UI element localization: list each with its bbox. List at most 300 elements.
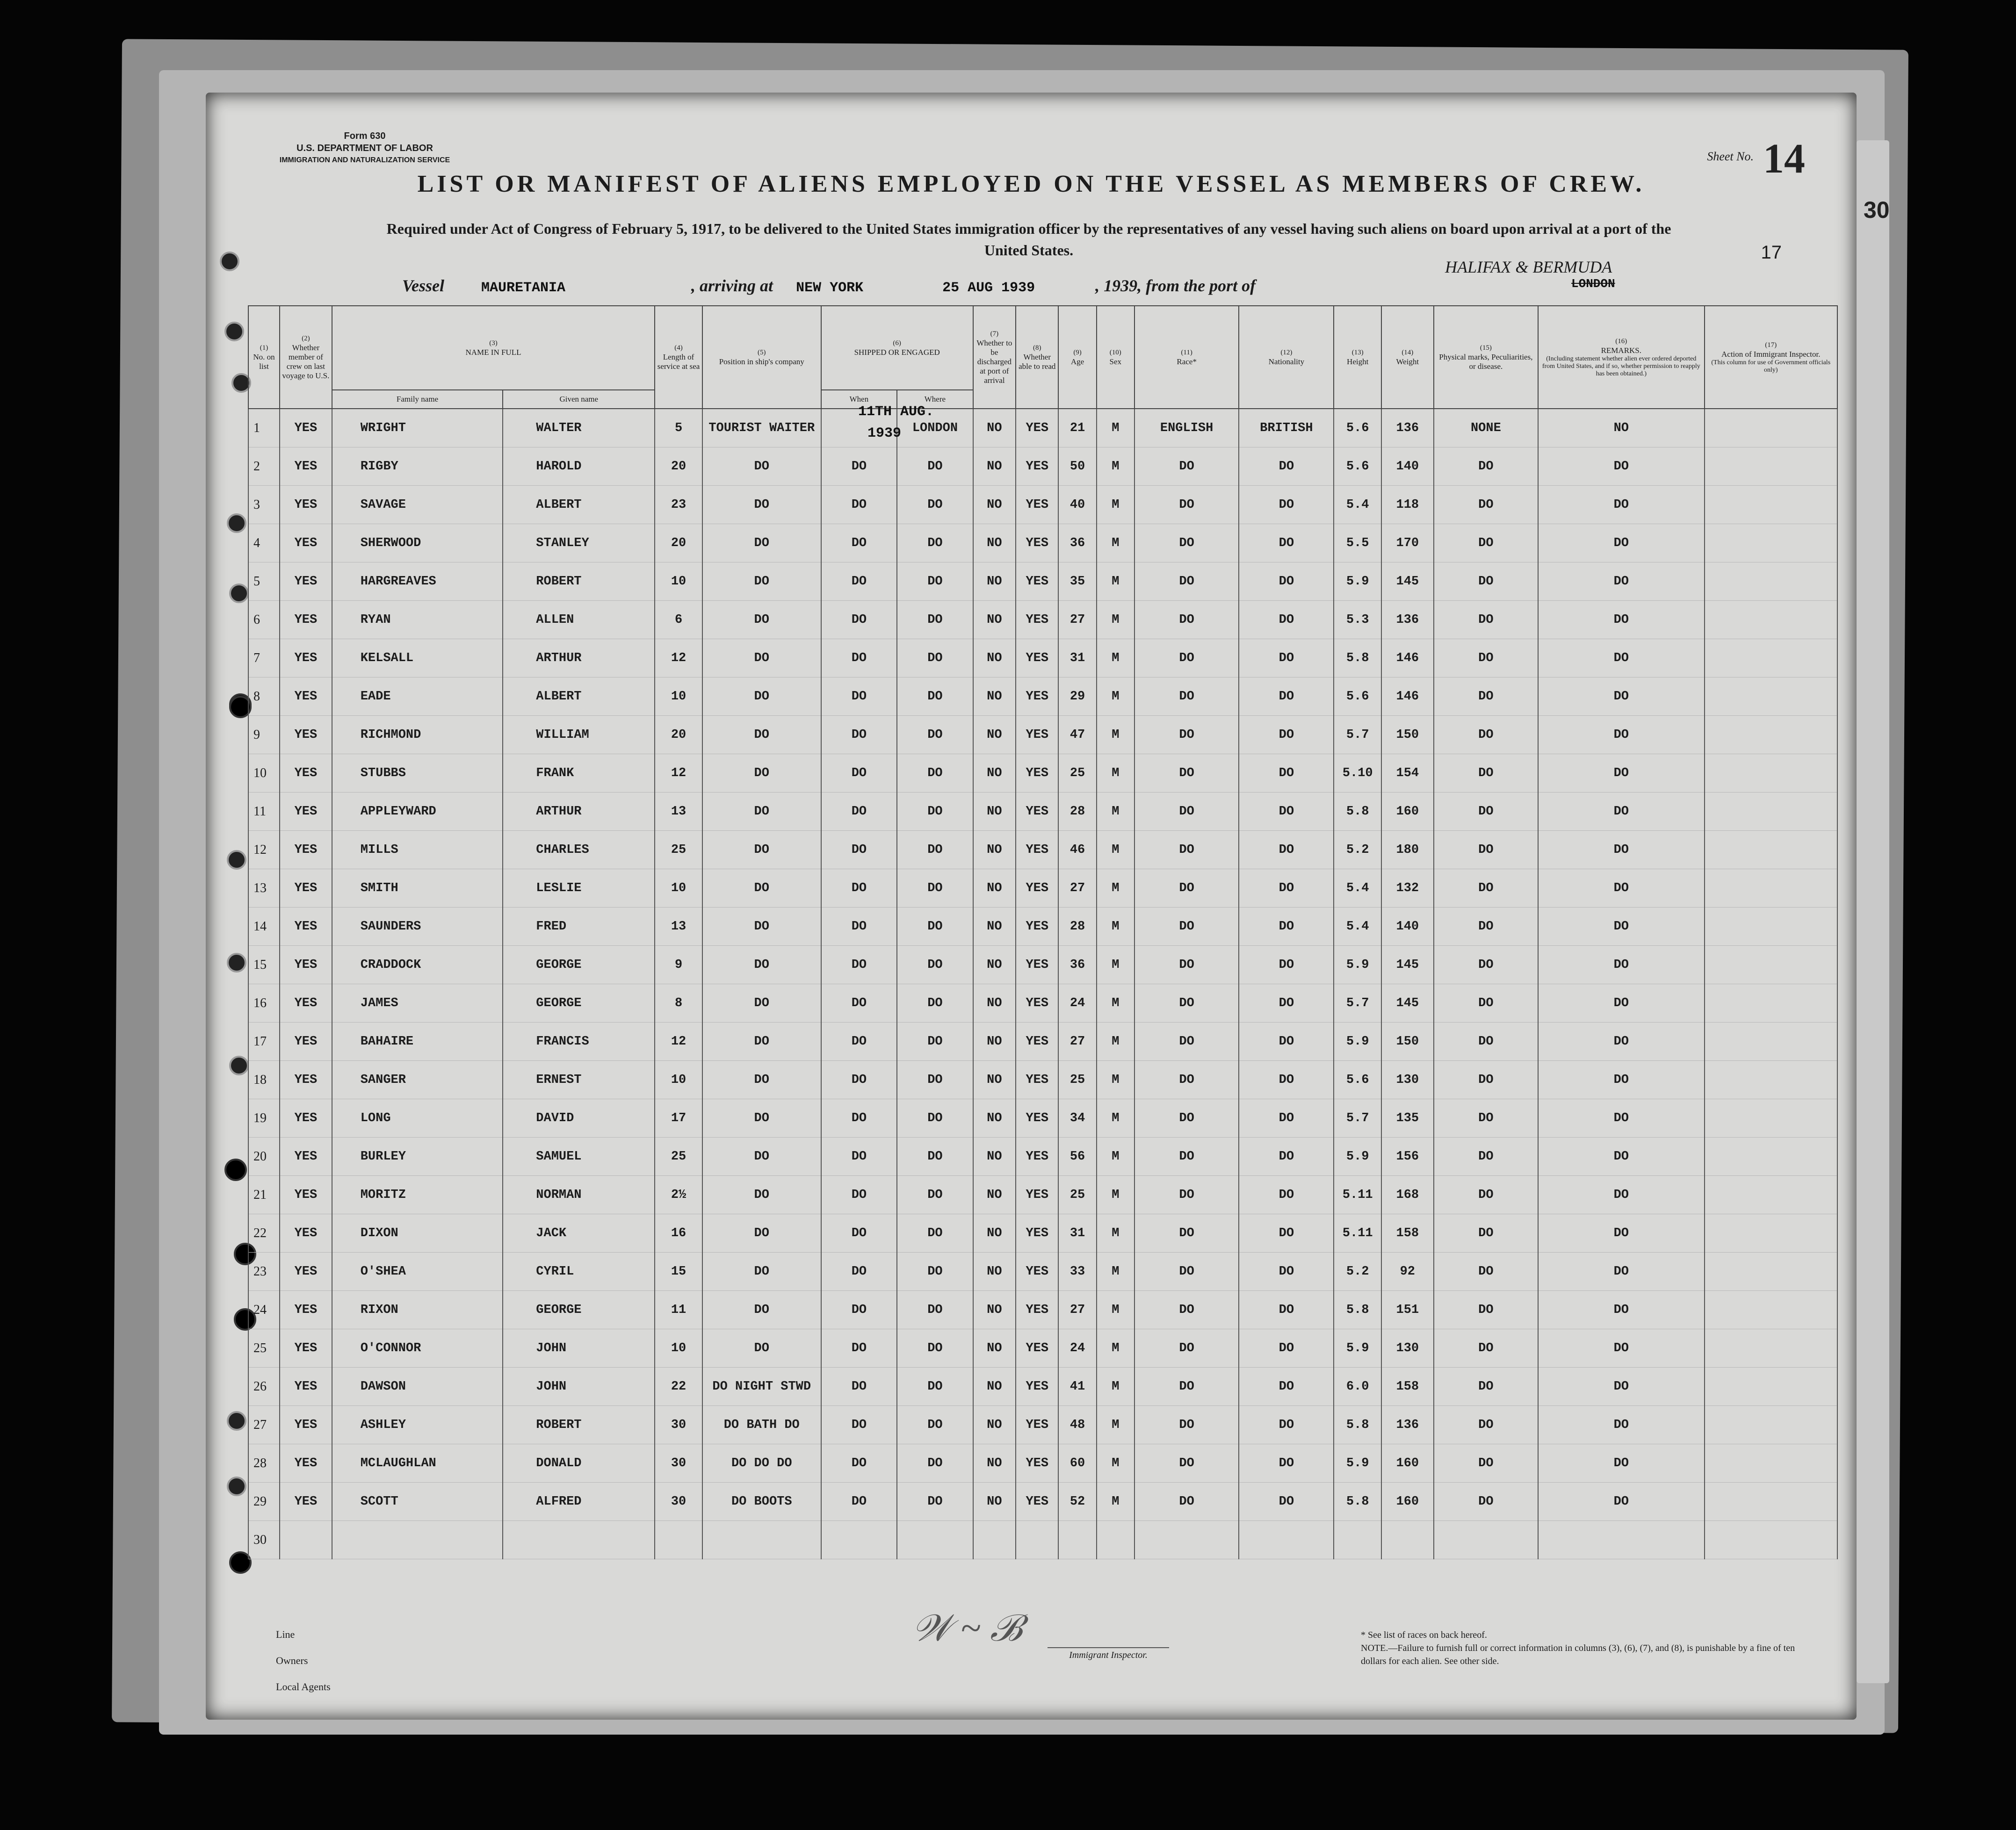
cell-remarks: DO	[1538, 1291, 1704, 1329]
binding-hole	[227, 513, 246, 533]
cell-remarks: DO	[1538, 1406, 1704, 1444]
cell-inspector-action	[1705, 1099, 1837, 1138]
cell-nationality: DO	[1239, 908, 1334, 946]
cell-where: DO	[897, 524, 973, 562]
cell-height: 5.3	[1334, 601, 1381, 639]
cell-no: 27	[248, 1406, 280, 1444]
cell-where: DO	[897, 601, 973, 639]
cell-remarks: DO	[1538, 1099, 1704, 1138]
cell-age: 50	[1058, 447, 1096, 486]
cell-when: DO	[821, 908, 897, 946]
cell-remarks: DO	[1538, 1368, 1704, 1406]
cell-inspector-action	[1705, 1023, 1837, 1061]
cell-service: 10	[655, 562, 702, 601]
cell-inspector-action	[1705, 1061, 1837, 1099]
cell-family	[332, 1521, 503, 1559]
cell-sex: M	[1097, 1406, 1134, 1444]
cell-given: LESLIE	[503, 869, 655, 908]
cell-last: YES	[280, 409, 332, 447]
cell-remarks: DO	[1538, 1329, 1704, 1368]
cell-remarks: DO	[1538, 946, 1704, 984]
cell-weight: 136	[1381, 601, 1434, 639]
cell-race: DO	[1134, 1329, 1239, 1368]
cell-given: GEORGE	[503, 1291, 655, 1329]
cell-height: 5.9	[1334, 1023, 1381, 1061]
cell-no: 30	[248, 1521, 280, 1559]
cell-no: 9	[248, 716, 280, 754]
cell-position: DO	[702, 1176, 821, 1214]
cell-height: 5.9	[1334, 1329, 1381, 1368]
cell-discharged: NO	[973, 639, 1016, 677]
cell-remarks	[1538, 1521, 1704, 1559]
col-header-inspector: (17) Action of Immigrant Inspector. (This column for use of Government officials only)	[1705, 306, 1837, 409]
cell-weight: 135	[1381, 1099, 1434, 1138]
cell-position: DO	[702, 908, 821, 946]
cell-where: DO	[897, 1061, 973, 1099]
cell-marks: DO	[1434, 447, 1538, 486]
cell-inspector-action	[1705, 754, 1837, 793]
cell-read: YES	[1016, 793, 1058, 831]
cell-inspector-action	[1705, 1368, 1837, 1406]
cell-last: YES	[280, 716, 332, 754]
col-header-read: (8) Whether able to read	[1016, 306, 1058, 409]
cell-sex: M	[1097, 601, 1134, 639]
cell-height: 5.7	[1334, 716, 1381, 754]
cell-family: SAUNDERS	[332, 908, 503, 946]
cell-no: 14	[248, 908, 280, 946]
cell-when: DO	[821, 1138, 897, 1176]
cell-discharged: NO	[973, 677, 1016, 716]
cell-no: 3	[248, 486, 280, 524]
cell-position: DO DO DO	[702, 1444, 821, 1483]
cell-family: WRIGHT	[332, 409, 503, 447]
cell-service: 12	[655, 639, 702, 677]
cell-sex: M	[1097, 1329, 1134, 1368]
cell-inspector-action	[1705, 869, 1837, 908]
cell-inspector-action	[1705, 562, 1837, 601]
cell-family: RYAN	[332, 601, 503, 639]
cell-race: DO	[1134, 1061, 1239, 1099]
cell-read: YES	[1016, 908, 1058, 946]
cell-service: 16	[655, 1214, 702, 1253]
cell-inspector-action	[1705, 524, 1837, 562]
col-header-marks: (15) Physical marks, Peculiarities, or disease.	[1434, 306, 1538, 409]
cell-position: DO	[702, 831, 821, 869]
cell-marks: DO	[1434, 1483, 1538, 1521]
cell-when: DO	[821, 1061, 897, 1099]
cell-nationality: DO	[1239, 1368, 1334, 1406]
cell-given: WILLIAM	[503, 716, 655, 754]
cell-age: 27	[1058, 601, 1096, 639]
cell-sex: M	[1097, 1099, 1134, 1138]
cell-family: RICHMOND	[332, 716, 503, 754]
cell-service: 10	[655, 1329, 702, 1368]
cell-no: 18	[248, 1061, 280, 1099]
cell-marks: DO	[1434, 908, 1538, 946]
cell-given: ALBERT	[503, 677, 655, 716]
cell-discharged: NO	[973, 562, 1016, 601]
cell-race: DO	[1134, 1176, 1239, 1214]
cell-height: 5.8	[1334, 1291, 1381, 1329]
cell-when: DO	[821, 716, 897, 754]
cell-read: YES	[1016, 409, 1058, 447]
cell-weight: 145	[1381, 984, 1434, 1023]
cell-last: YES	[280, 1061, 332, 1099]
cell-nationality: DO	[1239, 1253, 1334, 1291]
departure-port-struck: LONDON	[1571, 277, 1615, 291]
cell-position: DO	[702, 524, 821, 562]
table-row	[248, 562, 1837, 601]
cell-marks: DO	[1434, 946, 1538, 984]
cell-last: YES	[280, 524, 332, 562]
cell-read: YES	[1016, 984, 1058, 1023]
cell-no: 19	[248, 1099, 280, 1138]
cell-last: YES	[280, 754, 332, 793]
cell-last: YES	[280, 1406, 332, 1444]
cell-given	[503, 1521, 655, 1559]
page-number: 17	[1761, 242, 1782, 263]
cell-sex: M	[1097, 639, 1134, 677]
cell-read: YES	[1016, 831, 1058, 869]
cell-race: DO	[1134, 946, 1239, 984]
cell-weight: 130	[1381, 1329, 1434, 1368]
cell-read: YES	[1016, 1061, 1058, 1099]
vessel-name: MAURETANIA	[481, 280, 566, 296]
table-row	[248, 1329, 1837, 1368]
cell-race: DO	[1134, 869, 1239, 908]
cell-age: 24	[1058, 984, 1096, 1023]
col-header-name: (3) NAME IN FULL	[332, 306, 655, 390]
cell-remarks: DO	[1538, 1483, 1704, 1521]
cell-no: 6	[248, 601, 280, 639]
manifest-rows	[248, 409, 1837, 1559]
cell-nationality	[1239, 1521, 1334, 1559]
cell-last: YES	[280, 908, 332, 946]
cell-where: DO	[897, 1023, 973, 1061]
cell-sex: M	[1097, 1368, 1134, 1406]
cell-discharged: NO	[973, 1483, 1016, 1521]
cell-when: DO	[821, 1291, 897, 1329]
cell-nationality: DO	[1239, 1138, 1334, 1176]
cell-marks: DO	[1434, 562, 1538, 601]
col-header-sex: (10) Sex	[1097, 306, 1134, 409]
cell-height: 5.9	[1334, 946, 1381, 984]
cell-family: SANGER	[332, 1061, 503, 1099]
cell-remarks: DO	[1538, 1444, 1704, 1483]
cell-remarks: DO	[1538, 793, 1704, 831]
cell-height: 5.6	[1334, 1061, 1381, 1099]
cell-weight: 145	[1381, 562, 1434, 601]
cell-read: YES	[1016, 639, 1058, 677]
cell-when: DO	[821, 1099, 897, 1138]
cell-inspector-action	[1705, 984, 1837, 1023]
cell-race: DO	[1134, 984, 1239, 1023]
cell-read: YES	[1016, 716, 1058, 754]
cell-read: YES	[1016, 562, 1058, 601]
cell-no: 17	[248, 1023, 280, 1061]
cell-discharged: NO	[973, 1061, 1016, 1099]
cell-inspector-action	[1705, 601, 1837, 639]
cell-last: YES	[280, 639, 332, 677]
cell-discharged: NO	[973, 984, 1016, 1023]
cell-race: DO	[1134, 1138, 1239, 1176]
cell-nationality: BRITISH	[1239, 409, 1334, 447]
cell-weight: 146	[1381, 677, 1434, 716]
cell-discharged: NO	[973, 447, 1016, 486]
cell-height: 5.4	[1334, 908, 1381, 946]
table-row	[248, 1406, 1837, 1444]
cell-read: YES	[1016, 1406, 1058, 1444]
cell-discharged: NO	[973, 1291, 1016, 1329]
cell-discharged: NO	[973, 1023, 1016, 1061]
cell-position: DO	[702, 1214, 821, 1253]
cell-age: 56	[1058, 1138, 1096, 1176]
cell-marks: DO	[1434, 1444, 1538, 1483]
cell-family: MILLS	[332, 831, 503, 869]
cell-remarks: DO	[1538, 869, 1704, 908]
cell-remarks: DO	[1538, 639, 1704, 677]
cell-read: YES	[1016, 1329, 1058, 1368]
cell-age: 28	[1058, 908, 1096, 946]
cell-weight: 136	[1381, 1406, 1434, 1444]
arrival-date: 25 AUG 1939	[942, 280, 1035, 296]
cell-family: SHERWOOD	[332, 524, 503, 562]
cell-given: ALLEN	[503, 601, 655, 639]
cell-marks: DO	[1434, 984, 1538, 1023]
cell-discharged: NO	[973, 409, 1016, 447]
cell-remarks: DO	[1538, 486, 1704, 524]
cell-age: 29	[1058, 677, 1096, 716]
cell-nationality: DO	[1239, 793, 1334, 831]
cell-inspector-action	[1705, 409, 1837, 447]
cell-remarks: DO	[1538, 447, 1704, 486]
cell-race: DO	[1134, 1253, 1239, 1291]
table-row	[248, 639, 1837, 677]
cell-no: 13	[248, 869, 280, 908]
cell-when: DO	[821, 1368, 897, 1406]
cell-family: LONG	[332, 1099, 503, 1138]
cell-no: 11	[248, 793, 280, 831]
cell-nationality: DO	[1239, 831, 1334, 869]
cell-weight: 158	[1381, 1368, 1434, 1406]
page-title: LIST OR MANIFEST OF ALIENS EMPLOYED ON THE VESSEL AS MEMBERS OF CREW.	[417, 171, 1645, 197]
cell-sex: M	[1097, 562, 1134, 601]
cell-no: 1	[248, 409, 280, 447]
page-subtitle: Required under Act of Congress of February 5, 1917, to be delivered to the United States immigration officer by the representatives of any vessel having such aliens on board upon arrival at a port of the United States.	[386, 220, 1671, 259]
cell-last: YES	[280, 946, 332, 984]
cell-marks: DO	[1434, 486, 1538, 524]
cell-given: FRED	[503, 908, 655, 946]
arrival-port: NEW YORK	[796, 280, 864, 296]
table-row	[248, 601, 1837, 639]
cell-age: 25	[1058, 1061, 1096, 1099]
cell-remarks: DO	[1538, 562, 1704, 601]
cell-inspector-action	[1705, 716, 1837, 754]
cell-height: 5.2	[1334, 831, 1381, 869]
cell-when: DO	[821, 601, 897, 639]
table-row	[248, 1368, 1837, 1406]
adjacent-page-edge	[1857, 140, 1889, 1683]
cell-weight: 158	[1381, 1214, 1434, 1253]
table-row	[248, 716, 1837, 754]
table-row	[248, 1138, 1837, 1176]
cell-position: DO	[702, 1061, 821, 1099]
cell-nationality: DO	[1239, 486, 1334, 524]
cell-race: DO	[1134, 601, 1239, 639]
cell-sex: M	[1097, 1444, 1134, 1483]
cell-race: DO	[1134, 1214, 1239, 1253]
cell-marks: DO	[1434, 1214, 1538, 1253]
cell-last: YES	[280, 677, 332, 716]
cell-discharged: NO	[973, 1253, 1016, 1291]
cell-when: DO	[821, 447, 897, 486]
cell-marks: DO	[1434, 754, 1538, 793]
table-row	[248, 946, 1837, 984]
cell-height: 5.7	[1334, 1099, 1381, 1138]
cell-inspector-action	[1705, 946, 1837, 984]
cell-age: 60	[1058, 1444, 1096, 1483]
cell-sex: M	[1097, 1483, 1134, 1521]
cell-discharged: NO	[973, 1138, 1016, 1176]
cell-marks: DO	[1434, 1329, 1538, 1368]
cell-nationality: DO	[1239, 946, 1334, 984]
cell-age: 52	[1058, 1483, 1096, 1521]
cell-where: DO	[897, 1329, 973, 1368]
cell-where: DO	[897, 831, 973, 869]
cell-weight: 180	[1381, 831, 1434, 869]
cell-weight: 140	[1381, 447, 1434, 486]
col-header-service: (4) Length of service at sea	[655, 306, 702, 409]
cell-inspector-action	[1705, 1291, 1837, 1329]
cell-weight	[1381, 1521, 1434, 1559]
cell-given: ARTHUR	[503, 793, 655, 831]
cell-service: 17	[655, 1099, 702, 1138]
cell-race: DO	[1134, 793, 1239, 831]
cell-height: 5.9	[1334, 1138, 1381, 1176]
cell-nationality: DO	[1239, 639, 1334, 677]
cell-race: DO	[1134, 1444, 1239, 1483]
cell-nationality: DO	[1239, 1291, 1334, 1329]
cell-family: DAWSON	[332, 1368, 503, 1406]
binding-hole	[220, 252, 239, 271]
cell-height: 5.6	[1334, 409, 1381, 447]
cell-discharged: NO	[973, 1368, 1016, 1406]
cell-no: 23	[248, 1253, 280, 1291]
cell-height: 5.11	[1334, 1214, 1381, 1253]
cell-weight: 150	[1381, 716, 1434, 754]
cell-height: 5.4	[1334, 486, 1381, 524]
cell-last: YES	[280, 793, 332, 831]
cell-height: 5.6	[1334, 677, 1381, 716]
cell-height: 5.8	[1334, 1483, 1381, 1521]
cell-read	[1016, 1521, 1058, 1559]
cell-position: DO	[702, 984, 821, 1023]
cell-marks: DO	[1434, 831, 1538, 869]
col-header-height: (13) Height	[1334, 306, 1381, 409]
cell-given: SAMUEL	[503, 1138, 655, 1176]
footer-notes: * See list of races on back hereof. NOTE.—Failure to furnish full or correct information in columns (3), (6), (7), and (8), is punishable by a fine of ten dollars for each alien. See other side.	[1361, 1630, 1795, 1666]
cell-race: DO	[1134, 447, 1239, 486]
cell-nationality: DO	[1239, 677, 1334, 716]
cell-marks: DO	[1434, 524, 1538, 562]
cell-sex: M	[1097, 1253, 1134, 1291]
cell-service: 25	[655, 1138, 702, 1176]
cell-marks: DO	[1434, 1023, 1538, 1061]
cell-height: 5.9	[1334, 562, 1381, 601]
cell-read: YES	[1016, 1291, 1058, 1329]
table-row	[248, 1176, 1837, 1214]
cell-when: DO	[821, 793, 897, 831]
cell-when: DO	[821, 1483, 897, 1521]
cell-inspector-action	[1705, 1253, 1837, 1291]
table-row	[248, 793, 1837, 831]
cell-sex: M	[1097, 1023, 1134, 1061]
cell-weight: 118	[1381, 486, 1434, 524]
cell-service: 10	[655, 1061, 702, 1099]
cell-given: DAVID	[503, 1099, 655, 1138]
cell-nationality: DO	[1239, 984, 1334, 1023]
binding-hole	[227, 1477, 246, 1496]
cell-service: 20	[655, 524, 702, 562]
cell-nationality: DO	[1239, 1406, 1334, 1444]
cell-position: DO NIGHT STWD	[702, 1368, 821, 1406]
cell-given: NORMAN	[503, 1176, 655, 1214]
cell-inspector-action	[1705, 1176, 1837, 1214]
cell-given: JOHN	[503, 1368, 655, 1406]
cell-no: 2	[248, 447, 280, 486]
cell-nationality: DO	[1239, 1444, 1334, 1483]
cell-service: 11	[655, 1291, 702, 1329]
cell-inspector-action	[1705, 486, 1837, 524]
cell-read: YES	[1016, 869, 1058, 908]
cell-inspector-action	[1705, 1444, 1837, 1483]
cell-service: 22	[655, 1368, 702, 1406]
cell-sex: M	[1097, 1291, 1134, 1329]
cell-read: YES	[1016, 1214, 1058, 1253]
cell-marks: DO	[1434, 1176, 1538, 1214]
cell-family: SMITH	[332, 869, 503, 908]
cell-remarks: DO	[1538, 1023, 1704, 1061]
cell-given: CYRIL	[503, 1253, 655, 1291]
cell-position: DO	[702, 1099, 821, 1138]
cell-weight: 151	[1381, 1291, 1434, 1329]
cell-discharged: NO	[973, 716, 1016, 754]
cell-sex: M	[1097, 524, 1134, 562]
cell-age: 25	[1058, 754, 1096, 793]
cell-read: YES	[1016, 1368, 1058, 1406]
cell-given: JACK	[503, 1214, 655, 1253]
cell-when: DO	[821, 984, 897, 1023]
cell-no: 25	[248, 1329, 280, 1368]
cell-age: 27	[1058, 1291, 1096, 1329]
cell-position: DO	[702, 1291, 821, 1329]
cell-given: ERNEST	[503, 1061, 655, 1099]
cell-marks: DO	[1434, 1253, 1538, 1291]
cell-family: EADE	[332, 677, 503, 716]
cell-age: 40	[1058, 486, 1096, 524]
cell-when: DO	[821, 869, 897, 908]
binding-hole	[227, 850, 246, 870]
cell-marks: DO	[1434, 639, 1538, 677]
cell-remarks: DO	[1538, 1138, 1704, 1176]
cell-given: CHARLES	[503, 831, 655, 869]
cell-weight: 154	[1381, 754, 1434, 793]
cell-given: ROBERT	[503, 1406, 655, 1444]
cell-family: STUBBS	[332, 754, 503, 793]
cell-service: 20	[655, 447, 702, 486]
cell-read: YES	[1016, 1253, 1058, 1291]
cell-weight: 160	[1381, 793, 1434, 831]
